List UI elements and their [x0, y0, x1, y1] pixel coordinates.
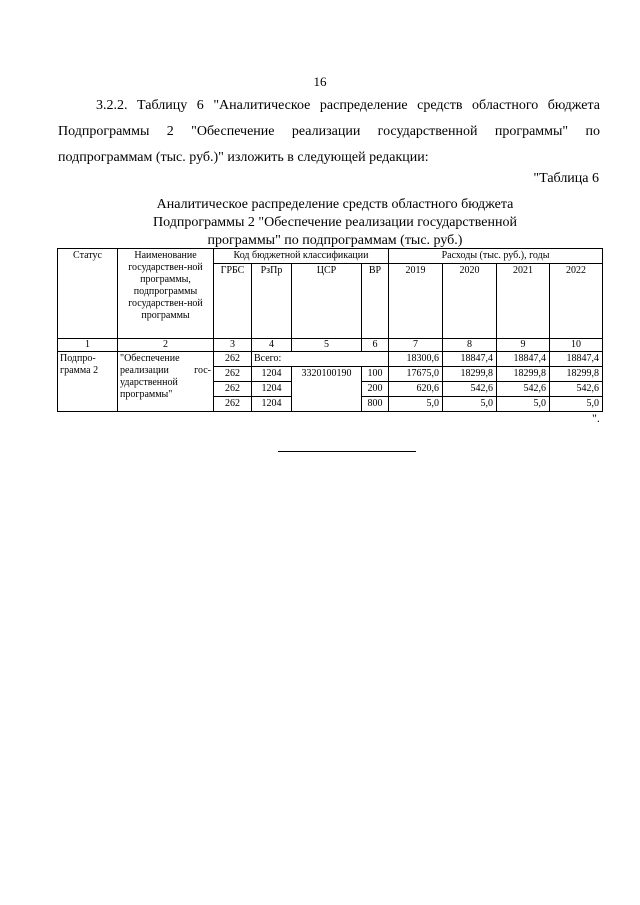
cell-value: 18847,4	[550, 352, 603, 367]
cell-total-label: Всего:	[252, 352, 389, 367]
cell-value: 17675,0	[389, 367, 443, 382]
cell-vr: 800	[362, 397, 389, 412]
row-name: "Обеспечение реализации гос-ударственной программы"	[118, 352, 214, 412]
cell-value: 620,6	[389, 382, 443, 397]
column-number: 6	[362, 339, 389, 352]
header-vr: ВР	[362, 264, 389, 339]
column-number: 2	[118, 339, 214, 352]
header-name: Наименование государствен-ной программы, подпрограммы государствен-ной программы	[118, 249, 214, 339]
table-reference: "Таблица 6	[533, 171, 599, 186]
cell-rzpr: 1204	[252, 367, 292, 382]
header-year: 2020	[443, 264, 497, 339]
cell-value: 18847,4	[497, 352, 550, 367]
cell-value: 5,0	[443, 397, 497, 412]
header-year: 2021	[497, 264, 550, 339]
header-code-group: Код бюджетной классификации	[214, 249, 389, 264]
cell-grbs: 262	[214, 352, 252, 367]
cell-value: 18847,4	[443, 352, 497, 367]
cell-value: 18299,8	[443, 367, 497, 382]
cell-vr: 200	[362, 382, 389, 397]
cell-rzpr: 1204	[252, 382, 292, 397]
cell-value: 18299,8	[497, 367, 550, 382]
cell-value: 5,0	[389, 397, 443, 412]
cell-value: 18299,8	[550, 367, 603, 382]
column-number: 9	[497, 339, 550, 352]
cell-value: 5,0	[497, 397, 550, 412]
cell-grbs: 262	[214, 397, 252, 412]
budget-table	[57, 248, 603, 412]
row-status: Подпро-грамма 2	[58, 352, 118, 412]
cell-vr: 100	[362, 367, 389, 382]
cell-value: 542,6	[550, 382, 603, 397]
header-status: Статус	[58, 249, 118, 339]
column-number: 3	[214, 339, 252, 352]
header-year: 2022	[550, 264, 603, 339]
cell-value: 542,6	[497, 382, 550, 397]
column-number: 4	[252, 339, 292, 352]
cell-rzpr: 1204	[252, 397, 292, 412]
header-grbs: ГРБС	[214, 264, 252, 339]
separator-line	[278, 451, 416, 452]
column-number: 1	[58, 339, 118, 352]
cell-value: 542,6	[443, 382, 497, 397]
column-number: 7	[389, 339, 443, 352]
table-header-row-1	[58, 249, 603, 264]
header-csr: ЦСР	[292, 264, 362, 339]
cell-grbs: 262	[214, 367, 252, 382]
table-title: Аналитическое распределение средств областного бюджета Подпрограммы 2 "Обеспечение реализации государственной программы" по подпрограммам (тыс. руб.)	[153, 197, 517, 248]
closing-quote: ".	[592, 411, 600, 425]
cell-grbs: 262	[214, 382, 252, 397]
intro-paragraph: 3.2.2. Таблицу 6 "Аналитическое распределение средств областного бюджета Подпрограммы 2 "Обеспечение реализации государственной программы" по подпрограммам (тыс. руб.)" изложить в следующей редакции:	[58, 98, 600, 165]
cell-value: 18300,6	[389, 352, 443, 367]
cell-csr: 3320100190	[292, 367, 362, 412]
page-number: 16	[313, 74, 327, 89]
column-number: 10	[550, 339, 603, 352]
column-number: 5	[292, 339, 362, 352]
table-row-total	[58, 352, 603, 367]
column-number: 8	[443, 339, 497, 352]
header-rzpr: РзПр	[252, 264, 292, 339]
header-year: 2019	[389, 264, 443, 339]
column-number-row	[58, 339, 603, 352]
header-expenses-group: Расходы (тыс. руб.), годы	[389, 249, 603, 264]
cell-value: 5,0	[550, 397, 603, 412]
